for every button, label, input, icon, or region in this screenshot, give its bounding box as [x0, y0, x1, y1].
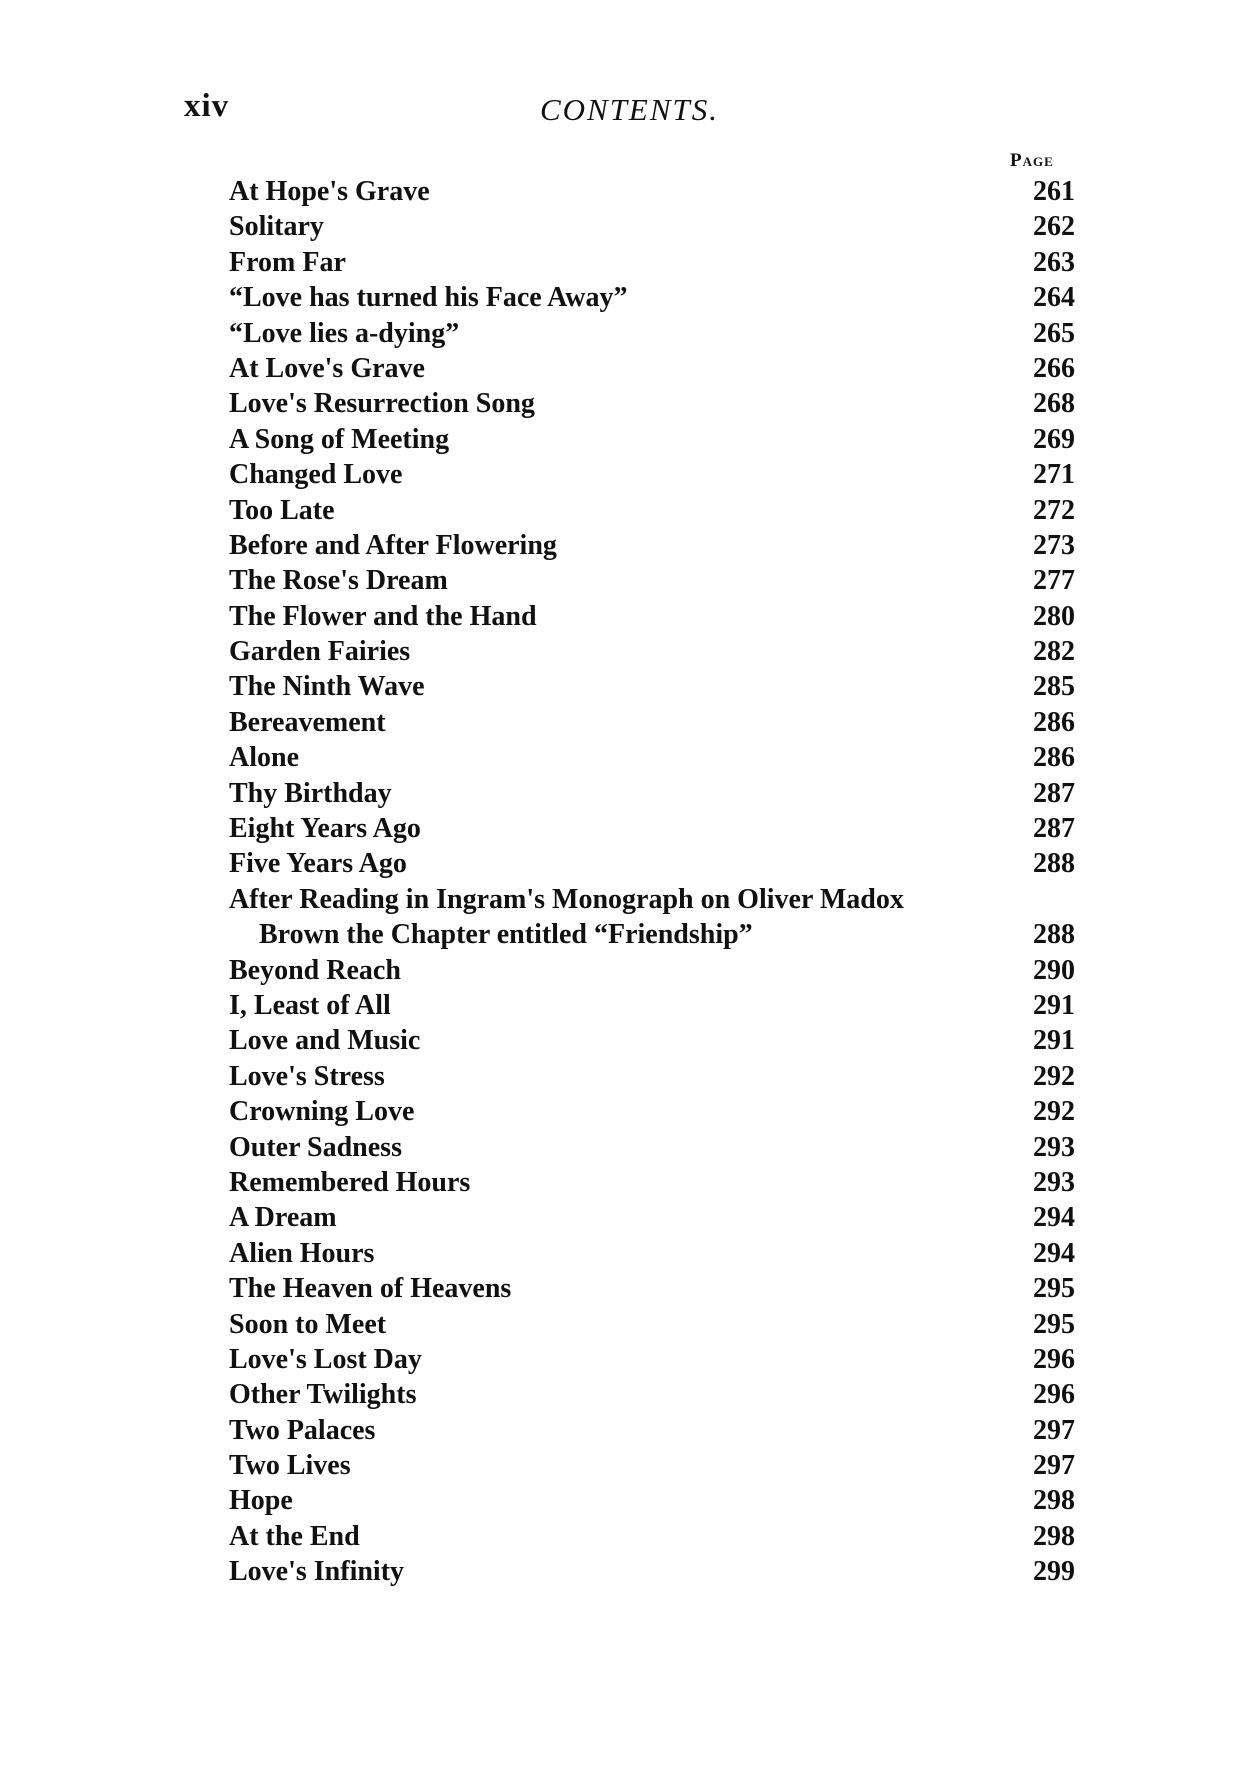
toc-entry-page: 288 — [1033, 919, 1075, 951]
toc-entry — [229, 846, 1075, 881]
toc-entry-title: Soon to Meet — [229, 1308, 387, 1340]
toc-entry-page: 265 — [1033, 317, 1075, 349]
toc-entry-page: 272 — [1033, 494, 1075, 526]
toc-entry-title: Love's Resurrection Song — [229, 388, 535, 420]
toc-entry-title: A Dream — [229, 1202, 337, 1234]
toc-entry-title: The Flower and the Hand — [229, 600, 537, 632]
toc-entry — [229, 882, 1075, 917]
toc-entry-title: Hope — [229, 1485, 293, 1517]
toc-entry — [229, 280, 1075, 315]
toc-entry-page: 263 — [1033, 246, 1075, 278]
toc-entry-page: 296 — [1033, 1343, 1075, 1375]
toc-entry-title: At the End — [229, 1520, 360, 1552]
toc-entry-page: 295 — [1033, 1273, 1075, 1305]
toc-entry — [229, 1413, 1075, 1448]
toc-entry-page: 291 — [1033, 989, 1075, 1021]
toc-entry — [229, 528, 1075, 563]
table-of-contents — [229, 174, 1075, 1590]
toc-entry-title-continued: Brown the Chapter entitled “Friendship” — [259, 919, 753, 951]
toc-entry-title: The Heaven of Heavens — [229, 1273, 512, 1305]
toc-entry — [229, 1342, 1075, 1377]
toc-entry-page: 287 — [1033, 813, 1075, 845]
toc-entry-page: 292 — [1033, 1096, 1075, 1128]
toc-entry — [229, 1271, 1075, 1306]
page-number: xiv — [184, 88, 230, 124]
toc-entry — [229, 1483, 1075, 1518]
toc-entry-page: 297 — [1033, 1450, 1075, 1482]
toc-entry-title: The Rose's Dream — [229, 565, 448, 597]
toc-entry-page: 271 — [1033, 459, 1075, 491]
toc-entry — [229, 386, 1075, 421]
toc-entry-title: A Song of Meeting — [229, 423, 450, 455]
toc-entry-title: Alien Hours — [229, 1237, 375, 1269]
toc-entry-page: 291 — [1033, 1025, 1075, 1057]
toc-entry-page: 282 — [1033, 636, 1075, 668]
toc-entry-title: Thy Birthday — [229, 777, 392, 809]
toc-entry — [229, 1377, 1075, 1412]
toc-entry — [229, 953, 1075, 988]
toc-entry-title: The Ninth Wave — [229, 671, 425, 703]
toc-entry-continuation — [229, 917, 1075, 952]
toc-entry-page: 298 — [1033, 1485, 1075, 1517]
toc-entry-page: 294 — [1033, 1202, 1075, 1234]
toc-entry-title: “Love lies a-dying” — [229, 317, 460, 349]
toc-entry-page: 299 — [1033, 1556, 1075, 1588]
toc-entry-title: From Far — [229, 246, 346, 278]
toc-entry — [229, 669, 1075, 704]
toc-entry-title: Two Palaces — [229, 1414, 376, 1446]
toc-entry-page: 297 — [1033, 1414, 1075, 1446]
toc-entry — [229, 1307, 1075, 1342]
toc-entry-page: 261 — [1033, 176, 1075, 207]
toc-entry-page: 290 — [1033, 954, 1075, 986]
toc-entry — [229, 1448, 1075, 1483]
toc-entry-page: 288 — [1033, 848, 1075, 880]
toc-entry-page: 296 — [1033, 1379, 1075, 1411]
toc-entry-page: 268 — [1033, 388, 1075, 420]
toc-entry-page: 292 — [1033, 1060, 1075, 1092]
toc-entry — [229, 776, 1075, 811]
toc-entry — [229, 811, 1075, 846]
toc-entry-title: Five Years Ago — [229, 848, 407, 880]
toc-entry-page: 264 — [1033, 282, 1075, 314]
toc-entry-title: Outer Sadness — [229, 1131, 402, 1163]
toc-entry-title: At Hope's Grave — [229, 176, 430, 207]
toc-entry-title: Before and After Flowering — [229, 529, 557, 561]
toc-entry — [229, 1094, 1075, 1129]
toc-entry-page: 295 — [1033, 1308, 1075, 1340]
toc-entry-title: Crowning Love — [229, 1096, 415, 1128]
running-head: CONTENTS. — [539, 92, 720, 127]
toc-entry — [229, 1165, 1075, 1200]
toc-entry-title: Two Lives — [229, 1450, 351, 1482]
toc-entry — [229, 563, 1075, 598]
toc-entry — [229, 740, 1075, 775]
toc-entry-page: 298 — [1033, 1520, 1075, 1552]
toc-entry-title: Beyond Reach — [229, 954, 401, 986]
toc-entry-title: Changed Love — [229, 459, 403, 491]
toc-entry-title: Love's Infinity — [229, 1556, 405, 1588]
toc-entry-title: Love and Music — [229, 1025, 421, 1057]
toc-entry — [229, 705, 1075, 740]
toc-entry-page: 286 — [1033, 742, 1075, 774]
toc-entry — [229, 457, 1075, 492]
page-column-label: Page — [1010, 150, 1054, 171]
toc-entry — [229, 245, 1075, 280]
toc-entry-page: 262 — [1033, 211, 1075, 243]
toc-entry-title: “Love has turned his Face Away” — [229, 282, 628, 314]
toc-entry-title: Solitary — [229, 211, 324, 243]
toc-entry-title: After Reading in Ingram's Monograph on Oliver Madox — [229, 883, 904, 915]
toc-entry — [229, 1236, 1075, 1271]
toc-entry-title: Love's Stress — [229, 1060, 385, 1092]
toc-entry-page: 287 — [1033, 777, 1075, 809]
toc-entry-title: Alone — [229, 742, 299, 774]
toc-entry — [229, 1023, 1075, 1058]
toc-entry-title: At Love's Grave — [229, 352, 425, 384]
toc-entry-page: 273 — [1033, 529, 1075, 561]
toc-entry-page: 293 — [1033, 1131, 1075, 1163]
toc-entry — [229, 1200, 1075, 1235]
toc-entry — [229, 174, 1075, 209]
toc-entry-title: Eight Years Ago — [229, 813, 421, 845]
toc-entry-title: Other Twilights — [229, 1379, 417, 1411]
toc-entry-title: Bereavement — [229, 706, 386, 738]
toc-entry — [229, 316, 1075, 351]
toc-entry — [229, 988, 1075, 1023]
toc-entry-title: Remembered Hours — [229, 1166, 471, 1198]
toc-entry-page: 293 — [1033, 1166, 1075, 1198]
toc-entry — [229, 634, 1075, 669]
toc-entry-page: 280 — [1033, 600, 1075, 632]
toc-entry — [229, 1519, 1075, 1554]
toc-entry-page: 285 — [1033, 671, 1075, 703]
toc-entry — [229, 599, 1075, 634]
toc-entry-page: 266 — [1033, 352, 1075, 384]
toc-entry-page: 286 — [1033, 706, 1075, 738]
toc-entry — [229, 351, 1075, 386]
toc-entry-page: 277 — [1033, 565, 1075, 597]
toc-entry — [229, 209, 1075, 244]
toc-entry — [229, 1554, 1075, 1589]
toc-entry — [229, 422, 1075, 457]
toc-entry-page: 294 — [1033, 1237, 1075, 1269]
toc-entry — [229, 1059, 1075, 1094]
toc-entry-title: Too Late — [229, 494, 335, 526]
toc-entry-page: 269 — [1033, 423, 1075, 455]
toc-entry-title: Love's Lost Day — [229, 1343, 422, 1375]
toc-entry-title: Garden Fairies — [229, 636, 411, 668]
toc-entry-title: I, Least of All — [229, 989, 391, 1021]
toc-entry — [229, 493, 1075, 528]
toc-entry — [229, 1130, 1075, 1165]
